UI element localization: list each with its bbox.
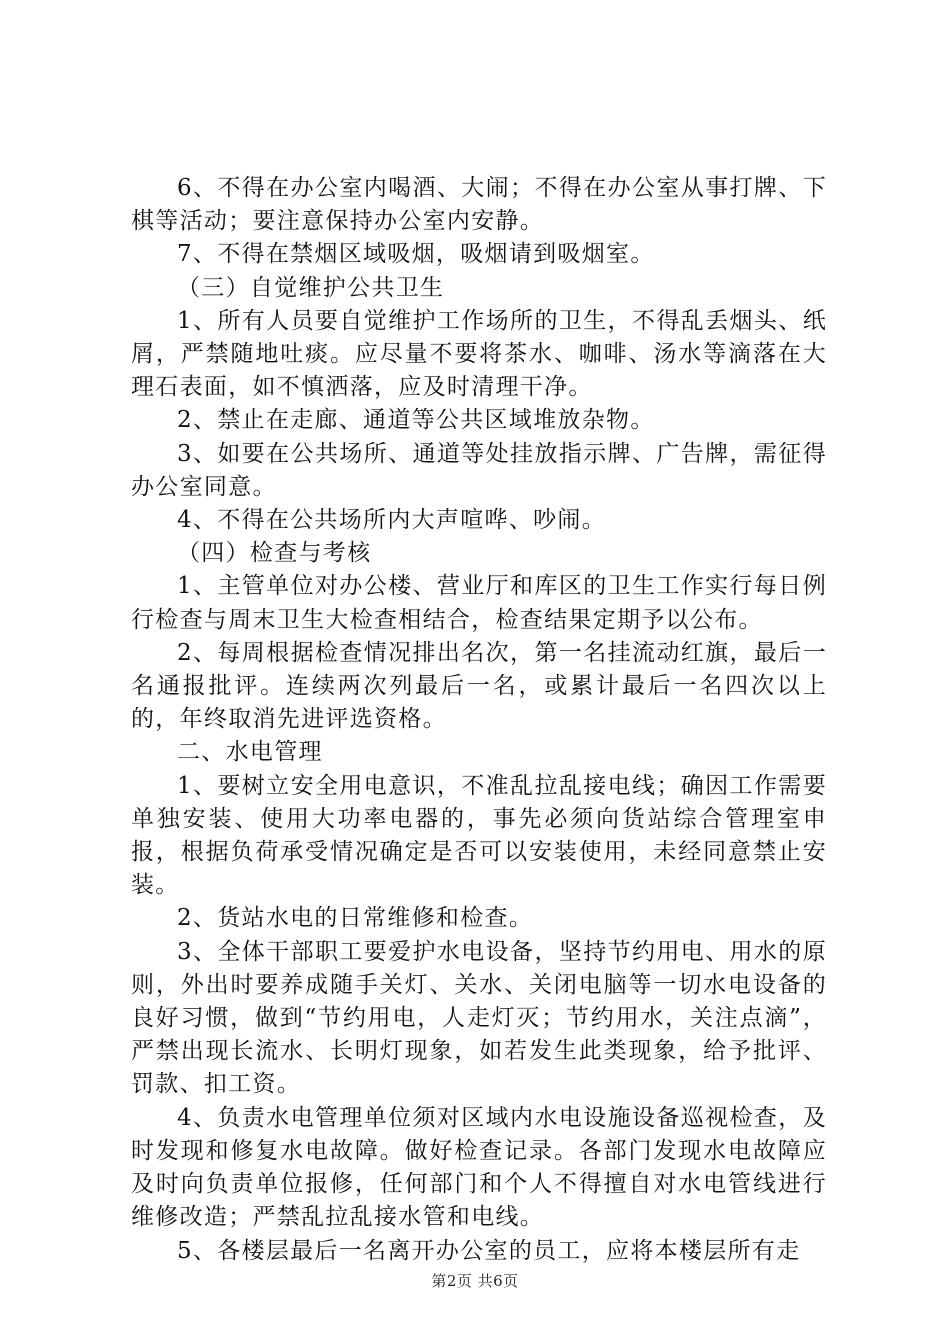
paragraph-hygiene-3: 3、如要在公共场所、通道等处挂放指示牌、广告牌，需征得办公室同意。 [131, 440, 827, 500]
paragraph-utilities-4: 4、负责水电管理单位须对区域内水电设施设备巡视检查，及时发现和修复水电故障。做好检查记录。各部门发现水电故障应及时向负责单位报修，任何部门和个人不得擅自对水电管线进行维修改造；严禁乱拉乱接水管和电线。 [131, 1104, 827, 1231]
section-heading-hygiene: （三）自觉维护公共卫生 [177, 274, 445, 301]
paragraph-inspection-2: 2、每周根据检查情况排出名次，第一名挂流动红旗，最后一名通报批评。连续两次列最后一名，或累计最后一名四次以上的，年终取消先进评选资格。 [131, 639, 827, 733]
page-number-footer: 第2页 共6页 [431, 1272, 519, 1290]
paragraph-hygiene-2: 2、禁止在走廊、通道等公共区域堆放杂物。 [177, 407, 655, 434]
paragraph-hygiene-4: 4、不得在公共场所内大声喧哗、吵闹。 [177, 507, 607, 534]
document-body [131, 172, 827, 1268]
paragraph-utilities-3: 3、全体干部职工要爱护水电设备，坚持节约用电、用水的原则，外出时要养成随手关灯、关水、关闭电脑等一切水电设备的良好习惯，做到“节约用电，人走灯灭；节约用水，关注点滴”，严禁出现长流水、长明灯现象，如若发生此类现象，给予批评、罚款、扣工资。 [131, 938, 827, 1098]
paragraph-rule-6: 6、不得在办公室内喝酒、大闹；不得在办公室从事打牌、下棋等活动；要注意保持办公室内安静。 [131, 175, 827, 235]
paragraph-inspection-1: 1、主管单位对办公楼、营业厅和库区的卫生工作实行每日例行检查与周末卫生大检查相结合，检查结果定期予以公布。 [131, 573, 827, 633]
section-heading-inspection: （四）检查与考核 [177, 540, 372, 567]
paragraph-utilities-5: 5、各楼层最后一名离开办公室的员工，应将本楼层所有走 [177, 1237, 801, 1264]
paragraph-hygiene-1: 1、所有人员要自觉维护工作场所的卫生，不得乱丢烟头、纸屑，严禁随地吐痰。应尽量不要将茶水、咖啡、汤水等滴落在大理石表面，如不慎洒落，应及时清理干净。 [131, 307, 827, 401]
paragraph-utilities-1: 1、要树立安全用电意识，不准乱拉乱接电线；确因工作需要单独安装、使用大功率电器的，事先必须向货站综合管理室申报，根据负荷承受情况确定是否可以安装使用，未经同意禁止安装。 [131, 772, 827, 899]
paragraph-utilities-2: 2、货站水电的日常维修和检查。 [177, 905, 534, 932]
section-heading-utilities: 二、水电管理 [177, 739, 323, 766]
paragraph-rule-7: 7、不得在禁烟区域吸烟，吸烟请到吸烟室。 [177, 241, 655, 268]
